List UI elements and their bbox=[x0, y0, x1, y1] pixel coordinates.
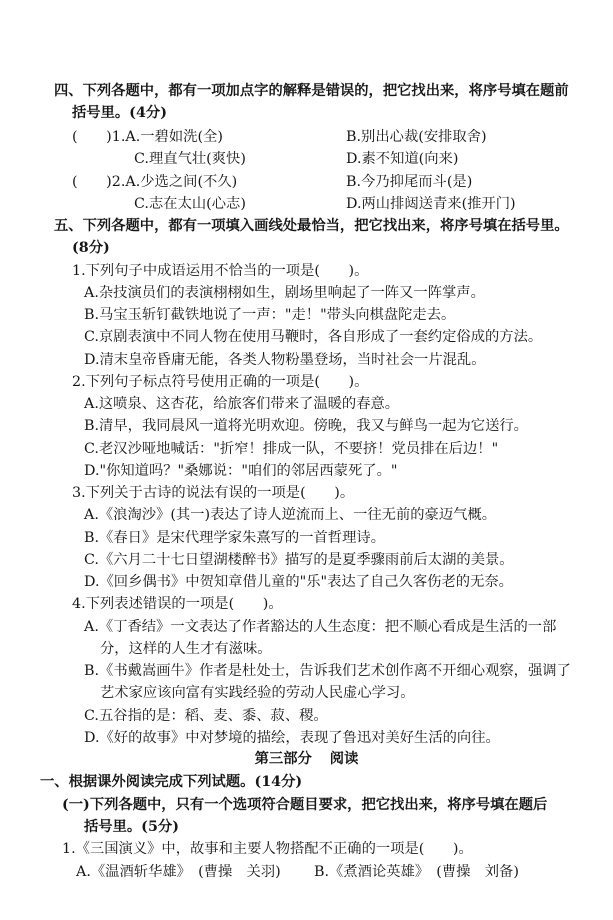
part3-sub1-heading: (一)下列各题中，只有一个选项符合题目要求，把它找出来，将序号填在题后 bbox=[62, 797, 548, 813]
part3-s1-a: A.《温酒斩华雄》 (曹操 关羽) bbox=[76, 864, 281, 880]
part3-q1-heading: 一、根据课外阅读完成下列试题。(14分) bbox=[40, 774, 303, 790]
part3-s1-b: B.《煮酒论英雄》 (曹操 刘备) bbox=[314, 864, 519, 880]
q5-s2-a: A.这喷泉、这杏花，给旅客们带来了温暖的春意。 bbox=[84, 396, 400, 412]
q5-score: (8分) bbox=[72, 240, 110, 256]
q5-s2-c: C.老汉沙哑地喊话："折窄！排成一队，不要挤！党员排在后边！" bbox=[84, 441, 499, 457]
q5-s1-b: B.马宝玉斩钉截铁地说了一声："走！"带头向棋盘陀走去。 bbox=[84, 307, 456, 323]
q5-s4-a-line1: A.《丁香结》一文表达了作者豁达的人生态度：把不顺心看成是生活的一部 bbox=[84, 619, 557, 635]
q4-item2-a: ( )2.A.少选之间(不久) bbox=[72, 174, 238, 190]
q5-s1-stem: 1.下列句子中成语运用不恰当的一项是( )。 bbox=[72, 263, 369, 279]
q5-s4-d: D.《好的故事》中对梦境的描绘，表现了鲁迅对美好生活的向往。 bbox=[84, 730, 500, 746]
q5-s3-d: D.《回乡偶书》中贺知章借儿童的"乐"表达了自己久客伤老的无奈。 bbox=[84, 574, 513, 590]
q5-s4-a-line2: 分，这样的人生才有滋味。 bbox=[100, 641, 272, 657]
q5-s3-a: A.《浪淘沙》(其一)表达了诗人逆流而上、一往无前的豪迈气概。 bbox=[84, 507, 497, 523]
q5-s2-stem: 2.下列句子标点符号使用正确的一项是( )。 bbox=[72, 374, 369, 390]
q5-s1-d: D.清末皇帝昏庸无能，各类人物粉墨登场，当时社会一片混乱。 bbox=[84, 352, 486, 368]
q5-s3-b: B.《春日》是宋代理学家朱熹写的一首哲理诗。 bbox=[84, 530, 385, 546]
q5-s2-b: B.清早，我同晨风一道将光明欢迎。傍晚，我又与鲜鸟一起为它送行。 bbox=[84, 418, 528, 434]
q5-heading: 五、下列各题中，都有一项填入画线处最恰当，把它找出来，将序号填在括号里。 bbox=[54, 218, 569, 234]
q5-s1-a: A.杂技演员们的表演栩栩如生，剧场里响起了一阵又一阵掌声。 bbox=[84, 285, 485, 301]
q5-s3-stem: 3.下列关于古诗的说法有误的一项是( )。 bbox=[72, 485, 355, 501]
part3-title bbox=[0, 749, 613, 769]
q5-s2-d: D."你知道吗？"桑娜说："咱们的邻居西蒙死了。" bbox=[84, 463, 398, 479]
part3-s1-stem: 1.《三国演义》中，故事和主要人物搭配不正确的一项是( )。 bbox=[62, 841, 473, 857]
q4-item1-d: D.素不知道(向来) bbox=[346, 151, 459, 167]
q5-s3-c: C.《六月二十七日望湖楼醉书》描写的是夏季骤雨前后太湖的美景。 bbox=[84, 552, 514, 568]
q4-item2-d: D.两山排闼送青来(推开门) bbox=[346, 196, 516, 212]
part3-title-a: 第三部分 bbox=[254, 751, 312, 767]
part3-sub1-cont: 括号里。(5分) bbox=[84, 819, 179, 835]
part3-title-b: 阅读 bbox=[329, 751, 359, 767]
q4-item2-c: C.志在太山(心志) bbox=[134, 196, 246, 212]
q5-s1-c: C.京剧表演中不同人物在使用马鞭时，各自形成了一套约定俗成的方法。 bbox=[84, 329, 543, 345]
q4-item2-b: B.今乃抑尾而斗(是) bbox=[346, 174, 473, 190]
q5-s4-b-line1: B.《书戴嵩画牛》作者是杜处士，告诉我们艺术创作离不开细心观察，强调了 bbox=[84, 663, 571, 679]
q5-s4-b-line2: 艺术家应该向富有实践经验的劳动人民虚心学习。 bbox=[100, 685, 415, 701]
q4-item1-c: C.理直气壮(爽快) bbox=[134, 151, 246, 167]
q5-s4-stem: 4.下列表述错误的一项是( )。 bbox=[72, 596, 283, 612]
q4-heading: 四、下列各题中，都有一项加点字的解释是错误的，把它找出来，将序号填在题前 bbox=[54, 83, 569, 99]
q4-heading-cont: 括号里。(4分) bbox=[72, 105, 167, 121]
q4-item1-a: ( )1.A.一碧如洗(全) bbox=[72, 129, 223, 145]
q5-s4-c: C.五谷指的是：稻、麦、黍、菽、稷。 bbox=[84, 708, 328, 724]
q4-item1-b: B.别出心裁(安排取舍) bbox=[346, 129, 487, 145]
